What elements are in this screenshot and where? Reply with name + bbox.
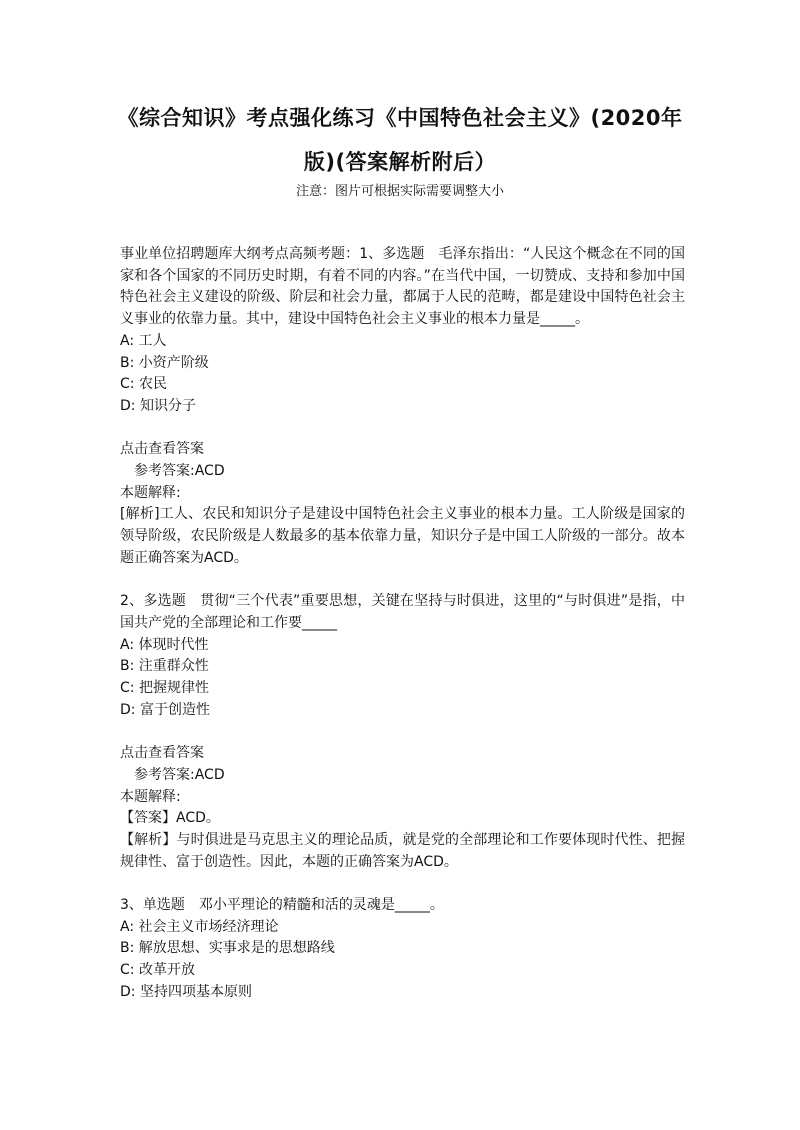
title-line-1: 《综合知识》考点强化练习《中国特色社会主义》(2020年 [117,106,683,130]
question-3-option-d: D: 坚持四项基本原则 [120,983,252,1000]
question-1-explain-label: 本题解释: [120,484,181,501]
question-2-explain-label: 本题解释: [120,788,181,805]
question-2-answer: 参考答案:ACD [134,766,225,783]
spacer [120,418,685,440]
question-2-show-answer-link[interactable]: 点击查看答案 [120,745,204,762]
question-2-explanation-answer: 【答案】ACD。 [120,810,220,827]
document-body [120,244,685,1004]
question-1-answer: 参考答案:ACD [134,463,225,480]
title-line-2: 版)(答案解析附后） [303,150,497,174]
question-2-stem: 2、多选题 贯彻“三个代表”重要思想，关键在坚持与时俱进，这里的“与时俱进”是指，中国共产党的全部理论和工作要_____ [120,593,685,631]
spacer [120,873,685,895]
question-3-option-c: C: 改革开放 [120,962,195,979]
question-1-option-a: A: 工人 [120,332,167,349]
question-1-show-answer-link[interactable]: 点击查看答案 [120,441,204,458]
document-title [0,96,800,184]
question-2-option-a: A: 体现时代性 [120,636,209,653]
question-2-option-b: B: 注重群众性 [120,658,209,675]
question-2-option-d: D: 富于创造性 [120,701,210,718]
question-1-stem: 事业单位招聘题库大纲考点高频考题：1、多选题 毛泽东指出：“人民这个概念在不同的国家和各个国家的不同历史时期，有着不同的内容。”在当代中国，一切赞成、支持和参加中国特色社会主义建设的阶级、阶层和社会力量，都属于人民的范畴，都是建设中国特色社会主义事业的依靠力量。其中，建设中国特色社会主义事业的根本力量是_____。 [120,246,685,328]
image-notice: 注意：图片可根据实际需要调整大小 [295,184,504,199]
question-2-explanation-analysis: 【解析】与时俱进是马克思主义的理论品质，就是党的全部理论和工作要体现时代性、把握规律性、富于创造性。因此，本题的正确答案为ACD。 [120,831,685,870]
question-3-option-b: B: 解放思想、实事求是的思想路线 [120,940,335,957]
question-1-explanation: [解析]工人、农民和知识分子是建设中国特色社会主义事业的根本力量。工人阶级是国家的领导阶级，农民阶级是人数最多的基本依靠力量，知识分子是中国工人阶级的一部分。故本题正确答案为ACD。 [120,506,685,566]
question-1-option-c: C: 农民 [120,376,167,393]
spacer [120,721,685,743]
question-3-stem: 3、单选题 邓小平理论的精髓和活的灵魂是_____。 [120,897,444,914]
question-2-option-c: C: 把握规律性 [120,680,209,697]
question-1-option-b: B: 小资产阶级 [120,354,209,371]
spacer [120,570,685,592]
question-3-option-a: A: 社会主义市场经济理论 [120,918,279,935]
question-1-option-d: D: 知识分子 [120,397,196,414]
